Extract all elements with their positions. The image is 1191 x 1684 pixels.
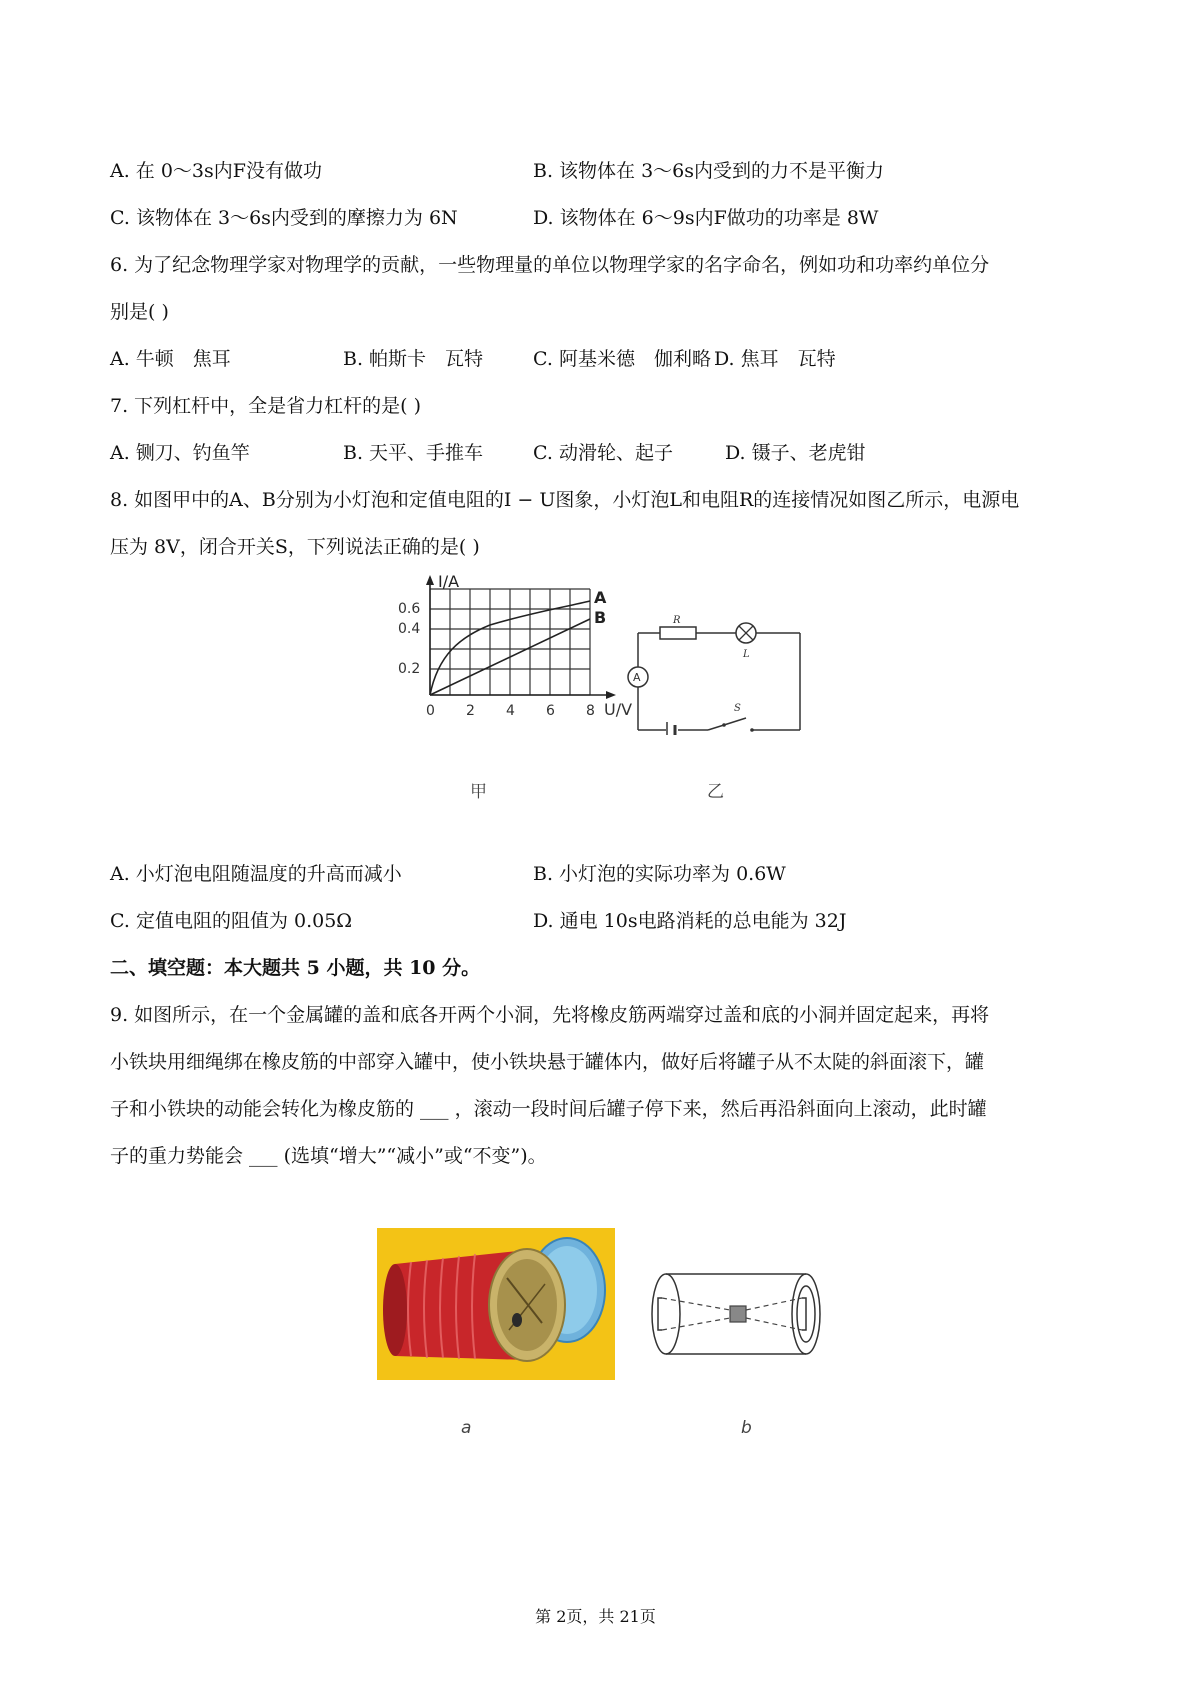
q7-option-d: D. 镊子、老虎钳 [725, 442, 866, 464]
q9-line1: 9. 如图所示，在一个金属罐的盖和底各开两个小洞，先将橡皮筋两端穿过盖和底的小洞并固定起来，再将 [110, 1004, 990, 1026]
q5-option-b: B. 该物体在 3～6s内受到的力不是平衡力 [533, 160, 885, 182]
q7-option-c: C. 动滑轮、起子 [533, 442, 673, 464]
q7-stem: 7. 下列杠杆中，全是省力杠杆的是( ) [110, 395, 422, 417]
y-tick-0-6: 0.6 [398, 601, 421, 617]
q5-option-c: C. 该物体在 3～6s内受到的摩擦力为 6N [110, 207, 458, 229]
q6-option-b: B. 帕斯卡 瓦特 [343, 348, 484, 370]
lamp-label: L [743, 649, 750, 660]
q7-option-a: A. 铡刀、钓鱼竿 [110, 442, 250, 464]
y-axis-label: I/A [438, 575, 460, 591]
switch-label: S [734, 703, 741, 714]
x-tick-6: 6 [546, 703, 555, 719]
ammeter-label: A [633, 671, 641, 684]
q9-line3: 子和小铁块的动能会转化为橡皮筋的 ___ ，滚动一段时间后罐子停下来，然后再沿斜面向上滚动，此时罐 [110, 1098, 987, 1120]
q5-option-a: A. 在 0～3s内F没有做功 [110, 160, 322, 182]
q6-stem-line2: 别是( ) [110, 301, 169, 323]
x-tick-8: 8 [586, 703, 595, 719]
q5-option-d: D. 该物体在 6～9s内F做功的功率是 8W [533, 207, 879, 229]
iu-graph-figure [390, 575, 640, 745]
can-photo [377, 1228, 615, 1380]
figure-jia-caption: 甲 [470, 782, 487, 802]
figure-b-caption: b [741, 1418, 752, 1438]
q8-option-c: C. 定值电阻的阻值为 0.05Ω [110, 910, 353, 932]
q6-option-c: C. 阿基米德 伽利略 [533, 348, 711, 370]
q7-option-b: B. 天平、手推车 [343, 442, 484, 464]
q8-option-d: D. 通电 10s电路消耗的总电能为 32J [533, 910, 847, 932]
x-axis-arrow [606, 691, 616, 699]
y-tick-0-2: 0.2 [398, 661, 421, 677]
q9-line2: 小铁块用细绳绑在橡皮筋的中部穿入罐中，使小铁块悬于罐体内，做好后将罐子从不太陡的斜面滚下，罐 [110, 1051, 985, 1073]
q8-option-b: B. 小灯泡的实际功率为 0.6W [533, 863, 786, 885]
switch-symbol [722, 718, 754, 732]
y-axis-arrow [426, 575, 434, 585]
graph-grid [430, 589, 590, 695]
y-tick-0-4: 0.4 [398, 621, 421, 637]
iron-block [730, 1306, 746, 1322]
q6-option-a: A. 牛顿 焦耳 [110, 348, 231, 370]
can-diagram [648, 1270, 826, 1358]
battery-symbol [667, 722, 675, 735]
q8-stem-line1: 8. 如图甲中的A、B分别为小灯泡和定值电阻的I − U图象，小灯泡L和电阻R的连接情况如图乙所示，电源电 [110, 489, 1020, 511]
q6-option-d: D. 焦耳 瓦特 [714, 348, 836, 370]
resistor-symbol [660, 627, 696, 639]
q6-stem-line1: 6. 为了纪念物理学家对物理学的贡献，一些物理量的单位以物理学家的名字命名，例如功和功率约单位分 [110, 254, 990, 276]
circuit-figure [620, 615, 810, 735]
q9-line4: 子的重力势能会 ___ (选填“增大”“减小”或“不变”)。 [110, 1145, 547, 1167]
x-tick-0: 0 [426, 703, 435, 719]
q8-stem-line2: 压为 8V，闭合开关S，下列说法正确的是( ) [110, 536, 480, 558]
x-tick-2: 2 [466, 703, 475, 719]
curve-b-label: B [594, 608, 607, 627]
x-axis-label: U/V [604, 700, 633, 719]
figure-a-caption: a [461, 1418, 472, 1438]
section2-title: 二、填空题：本大题共 5 小题，共 10 分。 [110, 957, 481, 979]
page-footer: 第 2页，共 21页 [535, 1607, 656, 1626]
x-tick-4: 4 [506, 703, 515, 719]
resistor-label: R [673, 615, 681, 626]
q8-option-a: A. 小灯泡电阻随温度的升高而减小 [110, 863, 402, 885]
lamp-symbol [736, 623, 756, 643]
figure-yi-caption: 乙 [707, 782, 724, 802]
curve-a-label: A [594, 588, 607, 607]
